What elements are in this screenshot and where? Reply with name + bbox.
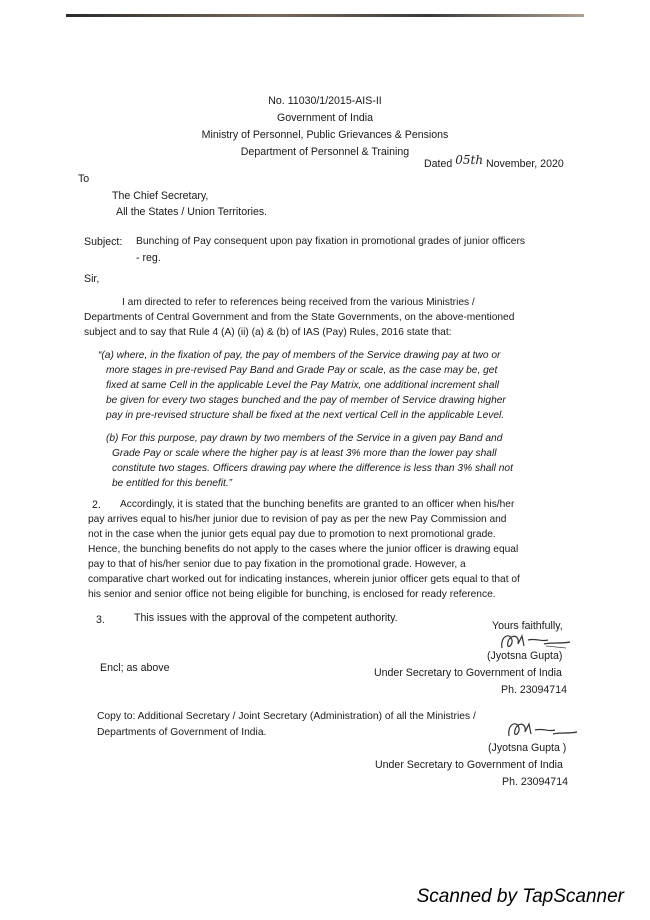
quote-a-line-4: be given for every two stages bunched and the pay of member of Service drawing higher (106, 395, 506, 406)
subject-label: Subject: (84, 236, 123, 248)
addressee-line-2: All the States / Union Territories. (116, 206, 268, 218)
signature-2 (503, 718, 581, 744)
dated-label: Dated (424, 158, 453, 170)
signatory-name: (Jyotsna Gupta) (487, 650, 563, 662)
para1-line-2: Departments of Central Government and from the State Governments, on the above-mentioned (84, 312, 515, 323)
para2-line-7: his senior and senior office not being eligible for bunching, is enclosed for ready reference. (88, 589, 496, 600)
dated-day: 05th (455, 153, 484, 167)
copy-signatory-phone: Ph. 23094714 (502, 776, 568, 788)
salutation: Sir, (84, 273, 100, 285)
ministry-line: Ministry of Personnel, Public Grievances & Pensions (201, 129, 449, 141)
department-line: Department of Personnel & Training (240, 146, 410, 158)
copy-signatory-designation: Under Secretary to Government of India (375, 759, 563, 771)
para2-number: 2. (92, 499, 101, 511)
addressee-line-1: The Chief Secretary, (112, 190, 209, 202)
para2-line-2: pay arrives equal to his/her junior due to revision of pay as per the new Pay Commission and (88, 514, 507, 525)
page-top-edge (66, 14, 584, 17)
quote-b-line-2: Grade Pay or scale where the higher pay is at least 3% more than the lower pay shall (112, 448, 497, 459)
para3-number: 3. (96, 614, 105, 626)
subject-line-1: Bunching of Pay consequent upon pay fixation in promotional grades of junior officers (136, 236, 526, 247)
quote-b-line-1: (b) For this purpose, pay drawn by two members of the Service in a given pay Band and (106, 433, 503, 444)
para1-line-3: subject and to say that Rule 4 (A) (ii) (a) & (b) of IAS (Pay) Rules, 2016 state that: (84, 327, 452, 338)
para2-line-1: Accordingly, it is stated that the bunching benefits are granted to an officer when his/her (120, 499, 515, 510)
para2-line-4: Hence, the bunching benefits do not apply to the cases where the junior officer is drawing equal (88, 544, 519, 555)
file-number: No. 11030/1/2015-AIS-II (268, 95, 382, 107)
quote-b-line-4: be entitled for this benefit.” (112, 478, 233, 489)
signatory-phone: Ph. 23094714 (501, 684, 567, 696)
quote-a-line-3: fixed at same Cell in the applicable Level the Pay Matrix, one additional increment shall (106, 380, 499, 391)
copy-to-line-1: Copy to: Additional Secretary / Joint Secretary (Administration) of all the Ministries / (97, 711, 476, 722)
government-line: Government of India (277, 112, 373, 124)
para2-line-6: comparative chart worked out for indicating instances, wherein junior officer gets equal to that of (88, 574, 520, 585)
quote-b-line-3: constitute two stages. Officers drawing pay where the difference is less than 3% shall not (112, 463, 513, 474)
scanner-watermark: Scanned by TapScanner (416, 886, 624, 907)
dated-month-year: November, 2020 (486, 158, 564, 170)
para3-text: This issues with the approval of the competent authority. (134, 612, 398, 624)
para2-line-3: not in the case when the junior gets equal pay due to promotion to next promotional grade. (88, 529, 496, 540)
enclosure-note: Encl; as above (100, 662, 170, 674)
copy-signatory-name: (Jyotsna Gupta ) (488, 742, 567, 754)
yours-faithfully: Yours faithfully, (492, 620, 563, 632)
quote-a-line-2: more stages in pre-revised Pay Band and Grade Pay or scale, as the case may be, get (106, 365, 498, 376)
copy-to-line-2: Departments of Government of India. (97, 727, 267, 738)
to-label: To (78, 173, 90, 185)
para1-line-1: I am directed to refer to references being received from the various Ministries / (122, 297, 475, 308)
signatory-designation: Under Secretary to Government of India (374, 667, 562, 679)
subject-line-2: - reg. (136, 252, 161, 264)
quote-a-line-1: “(a) where, in the fixation of pay, the pay of members of the Service drawing pay at two or (98, 350, 501, 361)
para2-line-5: pay to that of his/her senior due to pay fixation in the promotional grade. However, a (88, 559, 466, 570)
date-line (424, 153, 564, 170)
quote-a-line-5: pay in pre-revised structure shall be fixed at the next vertical Cell in the applicable Level. (106, 410, 505, 421)
